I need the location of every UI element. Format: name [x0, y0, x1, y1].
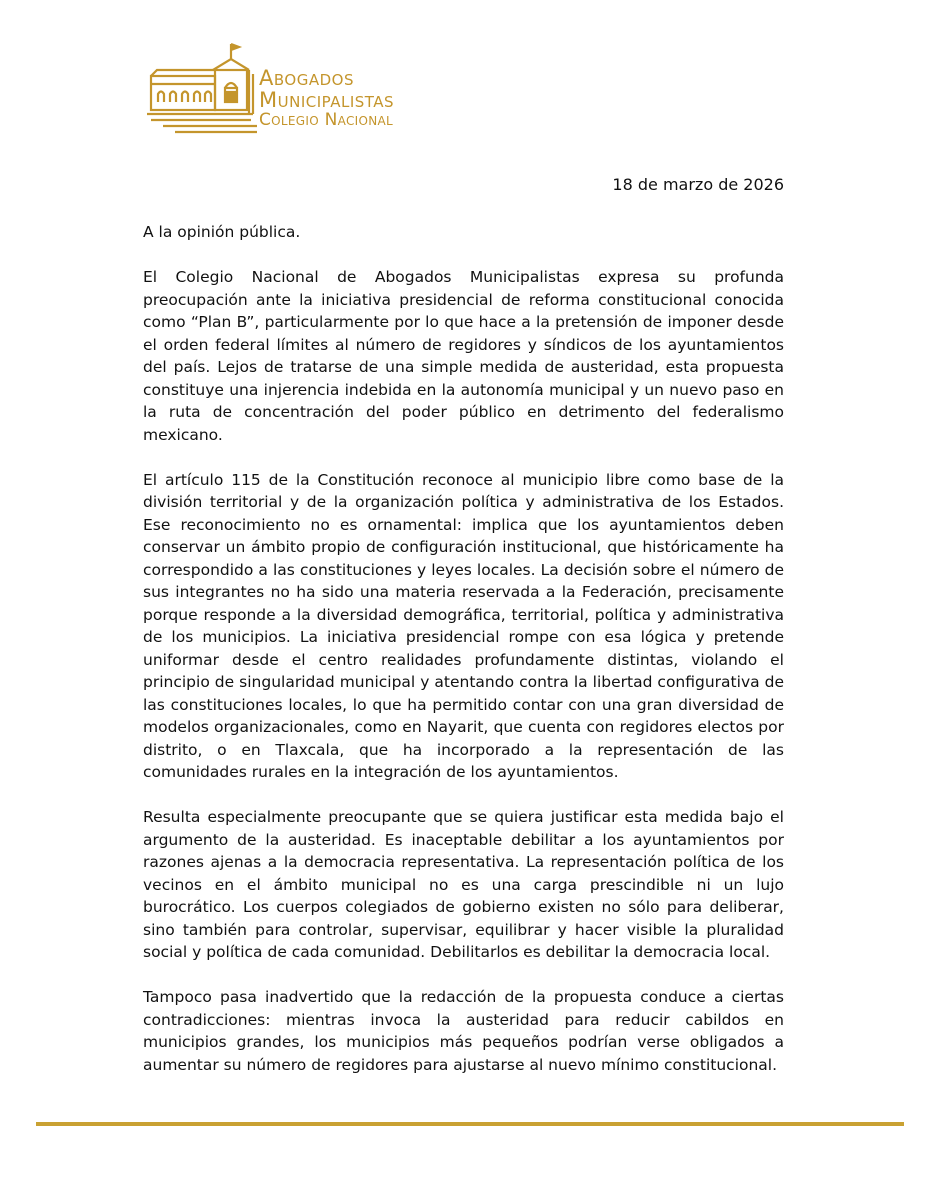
paragraph-4: Tampoco pasa inadvertido que la redacción de la propuesta conduce a ciertas contradicciones: mientras invoca la austeridad para reducir cabildos en municipios grandes, los municipios más pequeños podrían verse obligados a aumentar su número de regidores para ajustarse al nuevo mínimo constitucional.: [143, 988, 784, 1074]
paragraph-1: El Colegio Nacional de Abogados Municipalistas expresa su profunda preocupación ante la iniciativa presidencial de reforma constitucional conocida como “Plan B”, particularmente por lo que hace a la pretensión de imponer desde el orden federal límites al número de regidores y síndicos de los ayuntamientos del país. Lejos de tratarse de una simple medida de austeridad, esta propuesta constituye una injerencia indebida en la autonomía municipal y un nuevo paso en la ruta de concentración del poder público en detrimento del federalismo mexicano.: [143, 268, 784, 444]
paragraph-2: El artículo 115 de la Constitución reconoce al municipio libre como base de la división territorial y de la organización política y administrativa de los Estados. Ese reconocimiento no es ornamental: implica que los ayuntamientos deben conservar un ámbito propio de configuración institucional, que históricamente ha correspondido a las constituciones y leyes locales. La decisión sobre el número de sus integrantes no ha sido una materia reservada a la Federación, precisamente porque responde a la diversidad demográfica, territorial, política y administrativa de los municipios. La iniciativa presidencial rompe con esa lógica y pretende uniformar desde el centro realidades profundamente distintas, violando el principio de singularidad municipal y atentando contra la libertad configurativa de las constituciones locales, lo que ha permitido contar con una gran diversidad de modelos organizacionales, como en Nayarit, que cuenta con regidores electos por distrito, o en Tlaxcala, que ha incorporado a la representación de las comunidades rurales en la integración de los ayuntamientos.: [143, 470, 784, 781]
building-logo-icon: [145, 40, 257, 136]
letter-date: 18 de marzo de 2026: [612, 175, 784, 194]
logo-line-municipalistas: Municipalistas: [259, 88, 395, 112]
logo-wordmark: [259, 68, 394, 132]
footer-divider: [36, 1122, 904, 1126]
logo-line-colegio: Colegio Nacional: [259, 110, 394, 130]
logo-line-abogados: Abogados: [259, 66, 354, 90]
letter-body: [143, 221, 784, 1099]
letterhead-logo: [145, 40, 475, 140]
paragraph-3: Resulta especialmente preocupante que se quiera justificar esta medida bajo el argumento de la austeridad. Es inaceptable debilitar a los ayuntamientos por razones ajenas a la democracia representativa. La representación política de los vecinos en el ámbito municipal no es una carga prescindible ni un lujo burocrático. Los cuerpos colegiados de gobierno existen no sólo para deliberar, sino también para controlar, supervisar, equilibrar y hacer visible la pluralidad social y política de cada comunidad. Debilitarlos es debilitar la democracia local.: [143, 808, 784, 961]
letter-greeting: A la opinión pública.: [143, 223, 301, 241]
